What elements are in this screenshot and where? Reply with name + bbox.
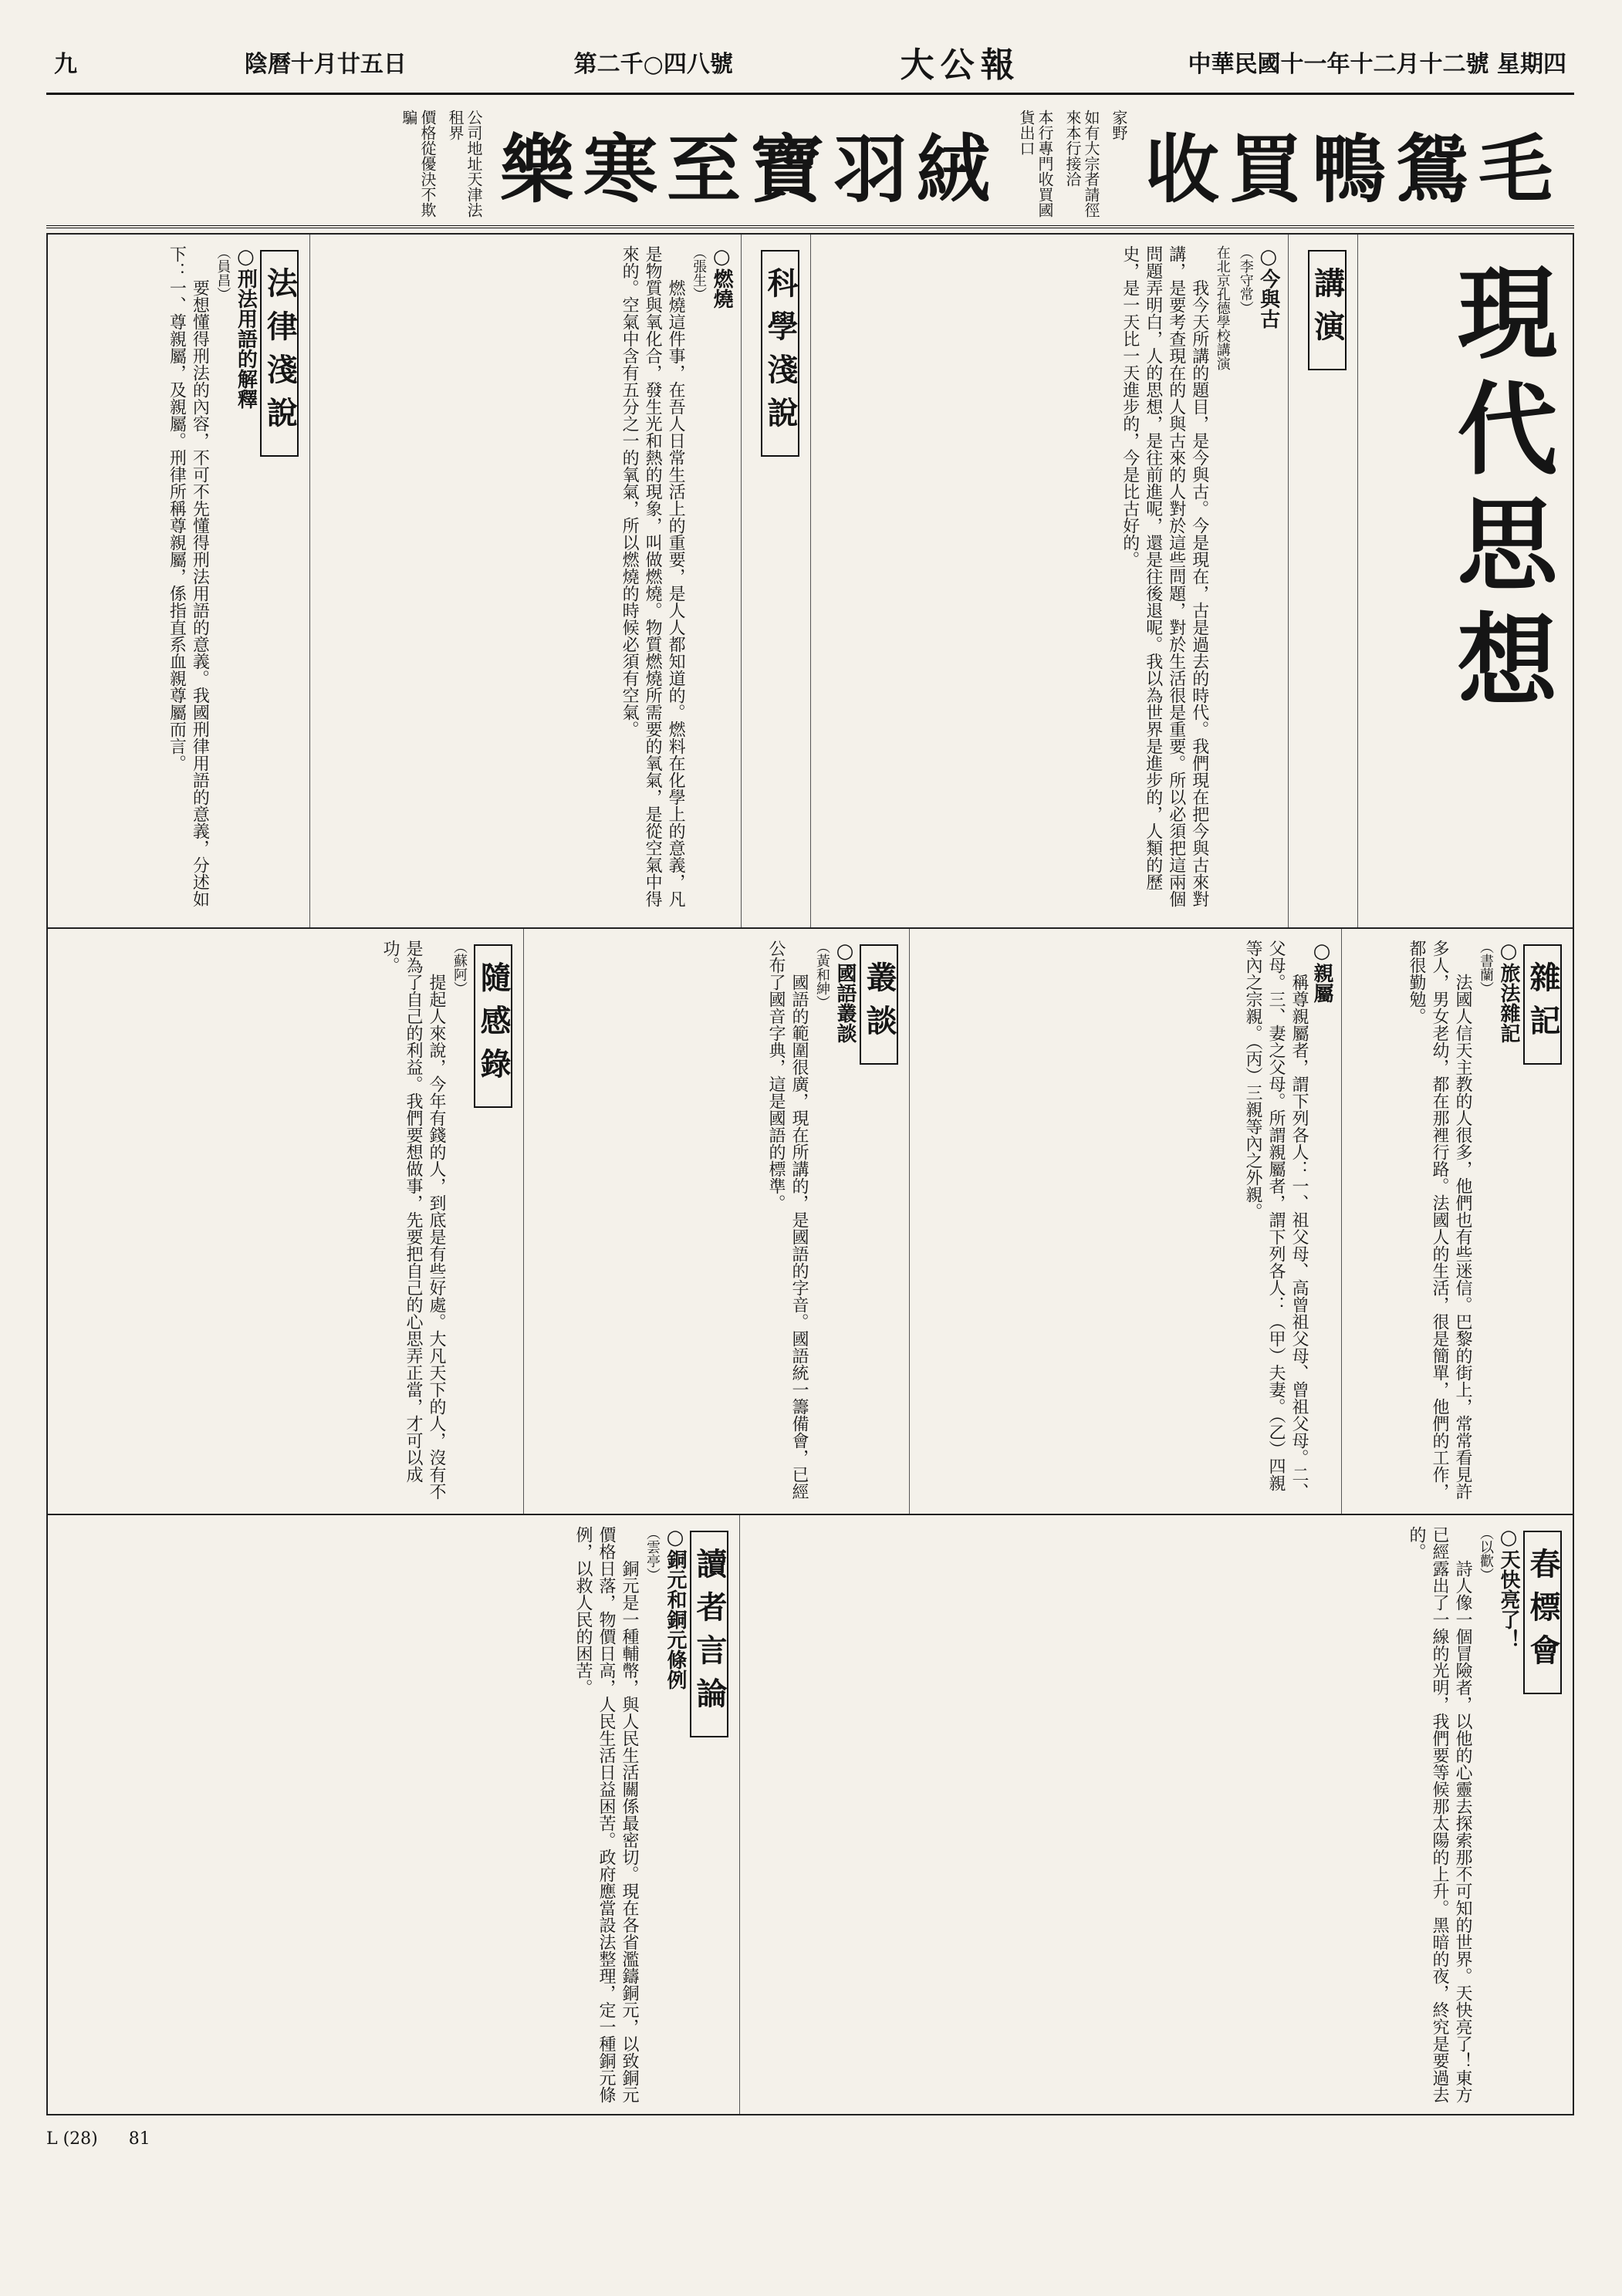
article-body: 國語的範圍很廣，現在所講的，是國語的字音。國語統一籌備會，已經公布了國音字典，這是國語的標準。 (766, 940, 809, 1500)
essay-article (48, 929, 523, 1514)
travel-article (1341, 929, 1573, 1514)
article-venue: 在北京孔德學校講演 (1214, 245, 1231, 370)
ad-note: 公司地址天津法租界 (446, 110, 483, 218)
article-author: （李守常） (1237, 245, 1254, 315)
lecture-article (810, 235, 1288, 927)
article-author: （張生） (691, 245, 708, 301)
article-author: （蘇阿） (451, 940, 468, 995)
footer-number: 81 (128, 2129, 150, 2149)
article-title: ○今與古 (1256, 245, 1280, 329)
masthead (46, 31, 1574, 95)
article-title: ○親屬 (1310, 940, 1333, 1003)
page-footer (46, 2123, 1574, 2154)
masthead-page: 九 (54, 51, 77, 78)
supplement-title: 現代思想 (1441, 261, 1559, 724)
ad-notes (395, 110, 488, 218)
masthead-issue: 第二千○四八號 (573, 51, 733, 78)
masthead-lunar: 陰曆十月廿五日 (244, 51, 407, 78)
article-body: 提起人來說，今年有錢的人，到底是有些好處。大凡天下的人，沒有不是為了自己的利益。我們要想做事，先要把自己的心思弄正當，才可以成功。 (380, 940, 446, 1500)
tier-3 (48, 1515, 1573, 2114)
ad-banner (46, 102, 1574, 228)
ad-note: 本行專門收買國貨出口 (1017, 110, 1054, 218)
ad-note: 價格從優決不欺騙 (400, 110, 437, 218)
newspaper-page (46, 31, 1574, 2253)
section-label: 雜記 (1523, 944, 1562, 1065)
masthead-paper-name: 大公報 (900, 46, 1021, 85)
article-body: 稱尊親屬者，謂下列各人：一、祖父母、高曾祖父母、曾祖父母。二、父母。三、妻之父母。所謂親屬者，謂下列各人：（甲）夫妻。（乙）四親等內之宗親。（丙）三親等內之外親。 (1243, 940, 1309, 1500)
article-title: ○銅元和銅元條例 (664, 1526, 687, 1690)
article-title: ○刑法用語的解釋 (234, 245, 258, 409)
science-article (309, 235, 741, 927)
article-body: 我今天所講的題目，是今與古。今是現在，古是過去的時代。我們現在把今與古來對講，是要考查現在的人與古來的人對於這些問題，對於生活很是重要。所以必須把這兩個問題弄明白，人的思想，是往前進呢，還是往後退呢。我以為世界是進步的，人類的歷史，是一天比一天進步的，今是比古好的。 (1120, 245, 1209, 907)
article-body: 燃燒這件事，在吾人日常生活上的重要，是人人都知道的。燃料在化學上的意義，凡是物質與氧化合，發生光和熱的現象，叫做燃燒。物質燃燒所需要的氧氣，是從空氣中得來的。空氣中含有五分之一的氧氣，所以燃燒的時候必須有空氣。 (620, 245, 686, 907)
section-label: 講演 (1308, 250, 1347, 370)
kinship-article (909, 929, 1341, 1514)
article-author: （員昌） (215, 245, 231, 301)
article-author: （以歡） (1478, 1526, 1494, 1582)
section-label: 叢談 (860, 944, 898, 1065)
section-label: 讀者言論 (690, 1531, 728, 1737)
ad-notes (1012, 110, 1105, 218)
masthead-date: 中華民國十一年十二月十二號 星期四 (1188, 51, 1566, 78)
article-author: （黃和紳） (814, 940, 830, 1009)
misc-article (523, 929, 909, 1514)
tier-2 (48, 929, 1573, 1515)
lecture-section-col (1288, 235, 1357, 927)
article-author: （書蘭） (1478, 940, 1494, 995)
content-frame (46, 233, 1574, 2115)
footer-mark: L (28) (46, 2129, 98, 2149)
readers-article (48, 1515, 739, 2114)
spring-article (739, 1515, 1573, 2114)
article-body: 銅元是一種輔幣，與人民生活關係最密切。現在各省濫鑄銅元，以致銅元價格日落，物價日高，人民生活日益困苦。政府應當設法整理，定一種銅元條例，以救人民的困苦。 (573, 1526, 639, 2103)
law-article (48, 235, 309, 927)
article-title: ○天快亮了！ (1497, 1526, 1520, 1649)
ad-note: 如有大宗者請徑來本行接洽 (1063, 110, 1100, 218)
section-label: 春標會 (1523, 1531, 1562, 1694)
section-label: 隨感錄 (474, 944, 512, 1108)
ad-headline: 收買鴨鴛毛 (1145, 125, 1562, 213)
ad-headline-2: 樂寒至寶羽絨 (500, 125, 1000, 213)
article-author: （雲亭） (644, 1526, 661, 1582)
tier-1 (48, 235, 1573, 929)
article-title: ○國語叢談 (833, 940, 857, 1043)
article-body: 法國人信天主教的人很多，他們也有些迷信。巴黎的街上，常常看見許多人，男女老幼，都在那裡行路。法國人的生活，很是簡單，他們的工作，都很勤勉。 (1407, 940, 1472, 1500)
article-title: ○燃燒 (710, 245, 734, 309)
section-label: 科學淺說 (761, 250, 799, 457)
article-body: 要想懂得刑法的內容，不可不先懂得刑法用語的意義。我國刑律用語的意義，分述如下：一、尊親屬，及親屬。刑律所稱尊親屬，係指直系血親尊屬而言。 (167, 245, 210, 907)
science-section-col (741, 235, 810, 927)
supplement-title-col (1357, 235, 1573, 927)
article-title: ○旅法雜記 (1497, 940, 1520, 1043)
article-body: 詩人像一個冒險者，以他的心靈去探索那不可知的世界。天快亮了！東方已經露出了一線的光明，我們要等候那太陽的上升。黑暗的夜，終究是要過去的。 (1407, 1526, 1472, 2103)
ad-sub-a: 家野 (1110, 110, 1128, 140)
section-label: 法律淺說 (260, 250, 299, 457)
